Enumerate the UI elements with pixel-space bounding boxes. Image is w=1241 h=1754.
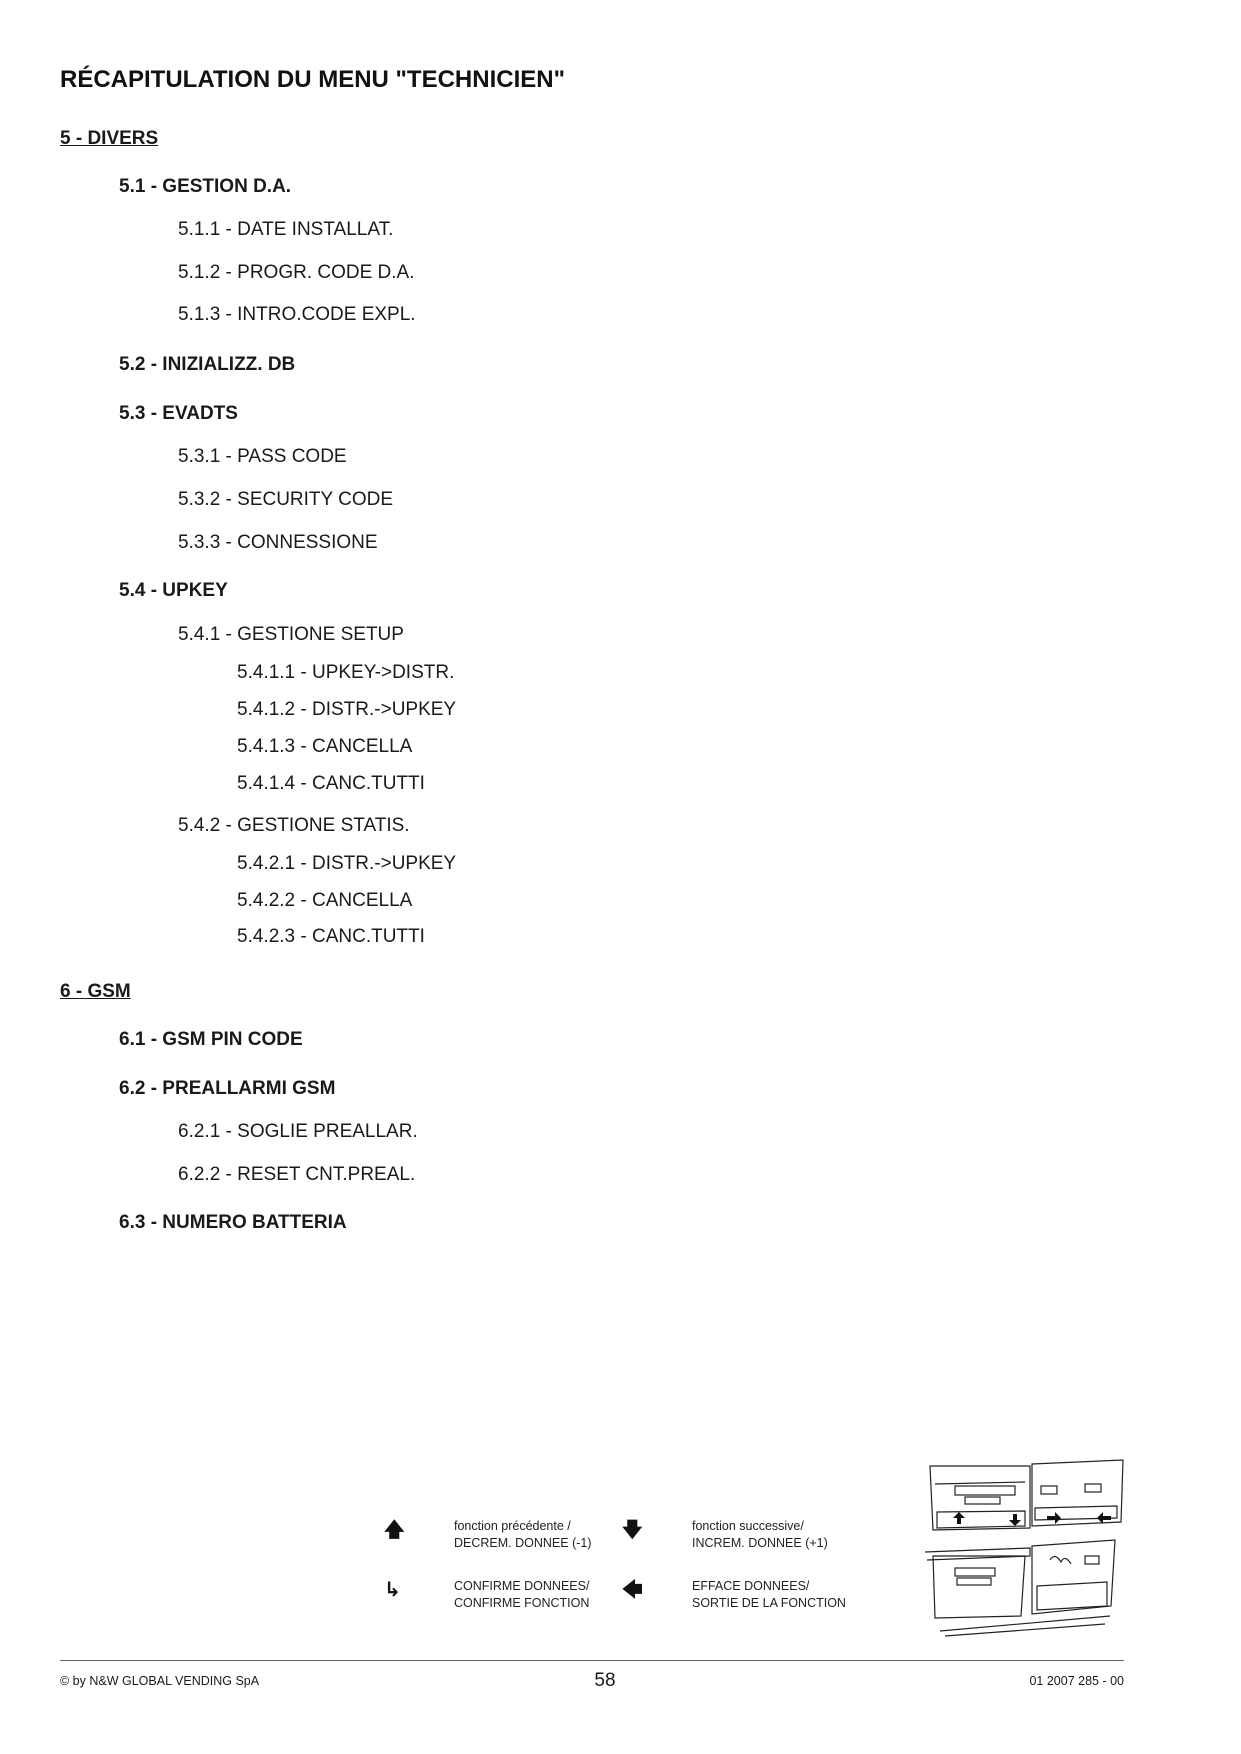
submenu-item: 6.2.1 - SOGLIE PREALLAR.: [178, 1121, 418, 1142]
legend-text-up: fonction précédente / DECREM. DONNEE (-1): [454, 1519, 592, 1550]
section-heading: 5 - DIVERS: [60, 128, 159, 149]
subsubmenu-item: 5.4.1.4 - CANC.TUTTI: [237, 773, 425, 794]
submenu-item: 5.3.1 - PASS CODE: [178, 446, 347, 467]
page-title: RÉCAPITULATION DU MENU "TECHNICIEN": [60, 66, 565, 93]
document-code: 01 2007 285 - 00: [1029, 1674, 1124, 1688]
enter-arrow-icon: ↳: [384, 1579, 401, 1601]
menu-item: 6.2 - PREALLARMI GSM: [119, 1078, 336, 1099]
arrow-left-icon: 🡄: [622, 1579, 643, 1601]
menu-item: 5.1 - GESTION D.A.: [119, 176, 292, 197]
menu-item: 6.1 - GSM PIN CODE: [119, 1029, 303, 1050]
control-panel-illustration: [925, 1456, 1125, 1641]
menu-item: 5.3 - EVADTS: [119, 403, 238, 424]
submenu-item: 5.4.1 - GESTIONE SETUP: [178, 624, 404, 645]
arrow-up-icon: 🡅: [384, 1519, 405, 1541]
page-number: 58: [594, 1670, 616, 1691]
menu-item: 5.2 - INIZIALIZZ. DB: [119, 354, 296, 375]
submenu-item: 5.3.3 - CONNESSIONE: [178, 532, 378, 553]
menu-item: 6.3 - NUMERO BATTERIA: [119, 1212, 347, 1233]
subsubmenu-item: 5.4.1.2 - DISTR.->UPKEY: [237, 699, 457, 720]
submenu-item: 5.4.2 - GESTIONE STATIS.: [178, 815, 410, 836]
menu-item: 5.4 - UPKEY: [119, 580, 228, 601]
arrow-down-icon: 🡇: [622, 1519, 643, 1541]
legend-text-down: fonction successive/ INCREM. DONNEE (+1): [692, 1519, 828, 1550]
subsubmenu-item: 5.4.2.2 - CANCELLA: [237, 890, 413, 911]
subsubmenu-item: 5.4.2.3 - CANC.TUTTI: [237, 926, 425, 947]
subsubmenu-item: 5.4.2.1 - DISTR.->UPKEY: [237, 853, 457, 874]
subsubmenu-item: 5.4.1.3 - CANCELLA: [237, 736, 413, 757]
submenu-item: 5.3.2 - SECURITY CODE: [178, 489, 394, 510]
submenu-item: 5.1.2 - PROGR. CODE D.A.: [178, 262, 415, 283]
submenu-item: 6.2.2 - RESET CNT.PREAL.: [178, 1164, 416, 1185]
subsubmenu-item: 5.4.1.1 - UPKEY->DISTR.: [237, 662, 455, 683]
footer-divider: [60, 1660, 1124, 1661]
legend-text-confirm: CONFIRME DONNEES/ CONFIRME FONCTION: [454, 1579, 590, 1610]
submenu-item: 5.1.3 - INTRO.CODE EXPL.: [178, 304, 416, 325]
legend-text-erase: EFFACE DONNEES/ SORTIE DE LA FONCTION: [692, 1579, 846, 1610]
section-heading: 6 - GSM: [60, 981, 131, 1002]
footer-copyright: © by N&W GLOBAL VENDING SpA: [60, 1674, 260, 1688]
submenu-item: 5.1.1 - DATE INSTALLAT.: [178, 219, 394, 240]
